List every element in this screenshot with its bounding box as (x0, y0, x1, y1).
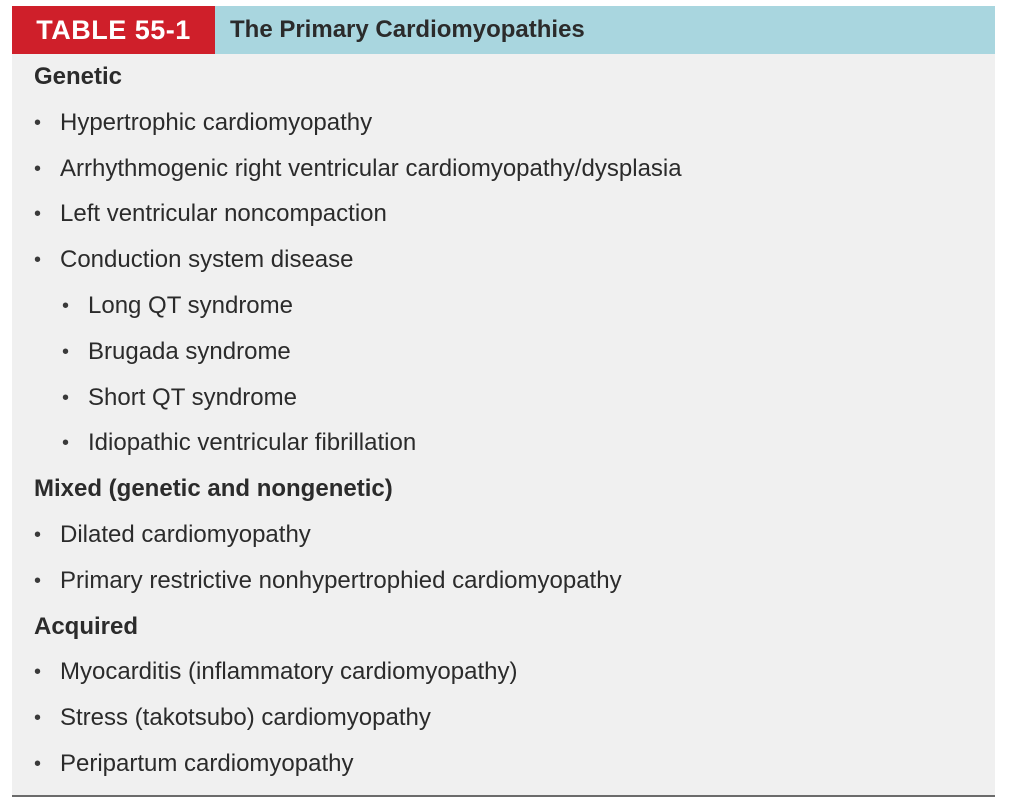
bullet-icon: • (62, 340, 70, 363)
list-item-text: Arrhythmogenic right ventricular cardiomyopathy/dysplasia (60, 154, 682, 182)
list-item (12, 558, 995, 604)
section-heading-text: Mixed (genetic and nongenetic) (34, 475, 393, 503)
list-item-text: Hypertrophic cardiomyopathy (60, 108, 373, 136)
list-item (12, 146, 995, 192)
list-item (12, 191, 995, 237)
list-item-text: Primary restrictive nonhypertrophied cardiomyopathy (60, 566, 622, 594)
list-item-text: Long QT syndrome (88, 291, 293, 319)
list-item (12, 695, 995, 741)
bullet-icon: • (34, 569, 42, 592)
list-item-text: Brugada syndrome (88, 337, 291, 365)
bullet-icon: • (34, 752, 42, 775)
section-heading (12, 54, 995, 100)
bullet-icon: • (34, 203, 42, 226)
list-item-text: Stress (takotsubo) cardiomyopathy (60, 704, 431, 732)
sub-list-item (12, 420, 995, 466)
list-item (12, 100, 995, 146)
section-heading-text: Acquired (34, 612, 139, 640)
list-item-text: Myocarditis (inflammatory cardiomyopathy) (60, 658, 518, 686)
bullet-icon: • (34, 707, 42, 730)
list-item (12, 741, 995, 787)
bullet-icon: • (34, 111, 42, 134)
bullet-icon: • (62, 432, 70, 455)
table-header (12, 6, 995, 54)
bullet-icon: • (34, 157, 42, 180)
table-body (12, 54, 995, 787)
list-item (12, 512, 995, 558)
list-item-text: Short QT syndrome (88, 383, 297, 411)
bullet-icon: • (34, 249, 42, 272)
list-item (12, 237, 995, 283)
section-heading (12, 466, 995, 512)
list-item-text: Left ventricular noncompaction (60, 200, 387, 228)
list-item-text: Dilated cardiomyopathy (60, 520, 311, 548)
list-item-text: Idiopathic ventricular fibrillation (88, 429, 417, 457)
table-number-label: TABLE 55-1 (12, 6, 215, 54)
list-item-text: Conduction system disease (60, 246, 354, 274)
bullet-icon: • (62, 386, 70, 409)
sub-list-item (12, 283, 995, 329)
sub-list-item (12, 329, 995, 375)
bullet-icon: • (34, 661, 42, 684)
bottom-rule (12, 795, 995, 797)
bullet-icon: • (62, 294, 70, 317)
list-item (12, 649, 995, 695)
bullet-icon: • (34, 523, 42, 546)
sub-list-item (12, 375, 995, 421)
table-title: The Primary Cardiomyopathies (230, 16, 585, 43)
section-heading-text: Genetic (34, 63, 123, 90)
list-item-text: Peripartum cardiomyopathy (60, 749, 354, 777)
section-heading (12, 604, 995, 650)
table (12, 6, 995, 795)
